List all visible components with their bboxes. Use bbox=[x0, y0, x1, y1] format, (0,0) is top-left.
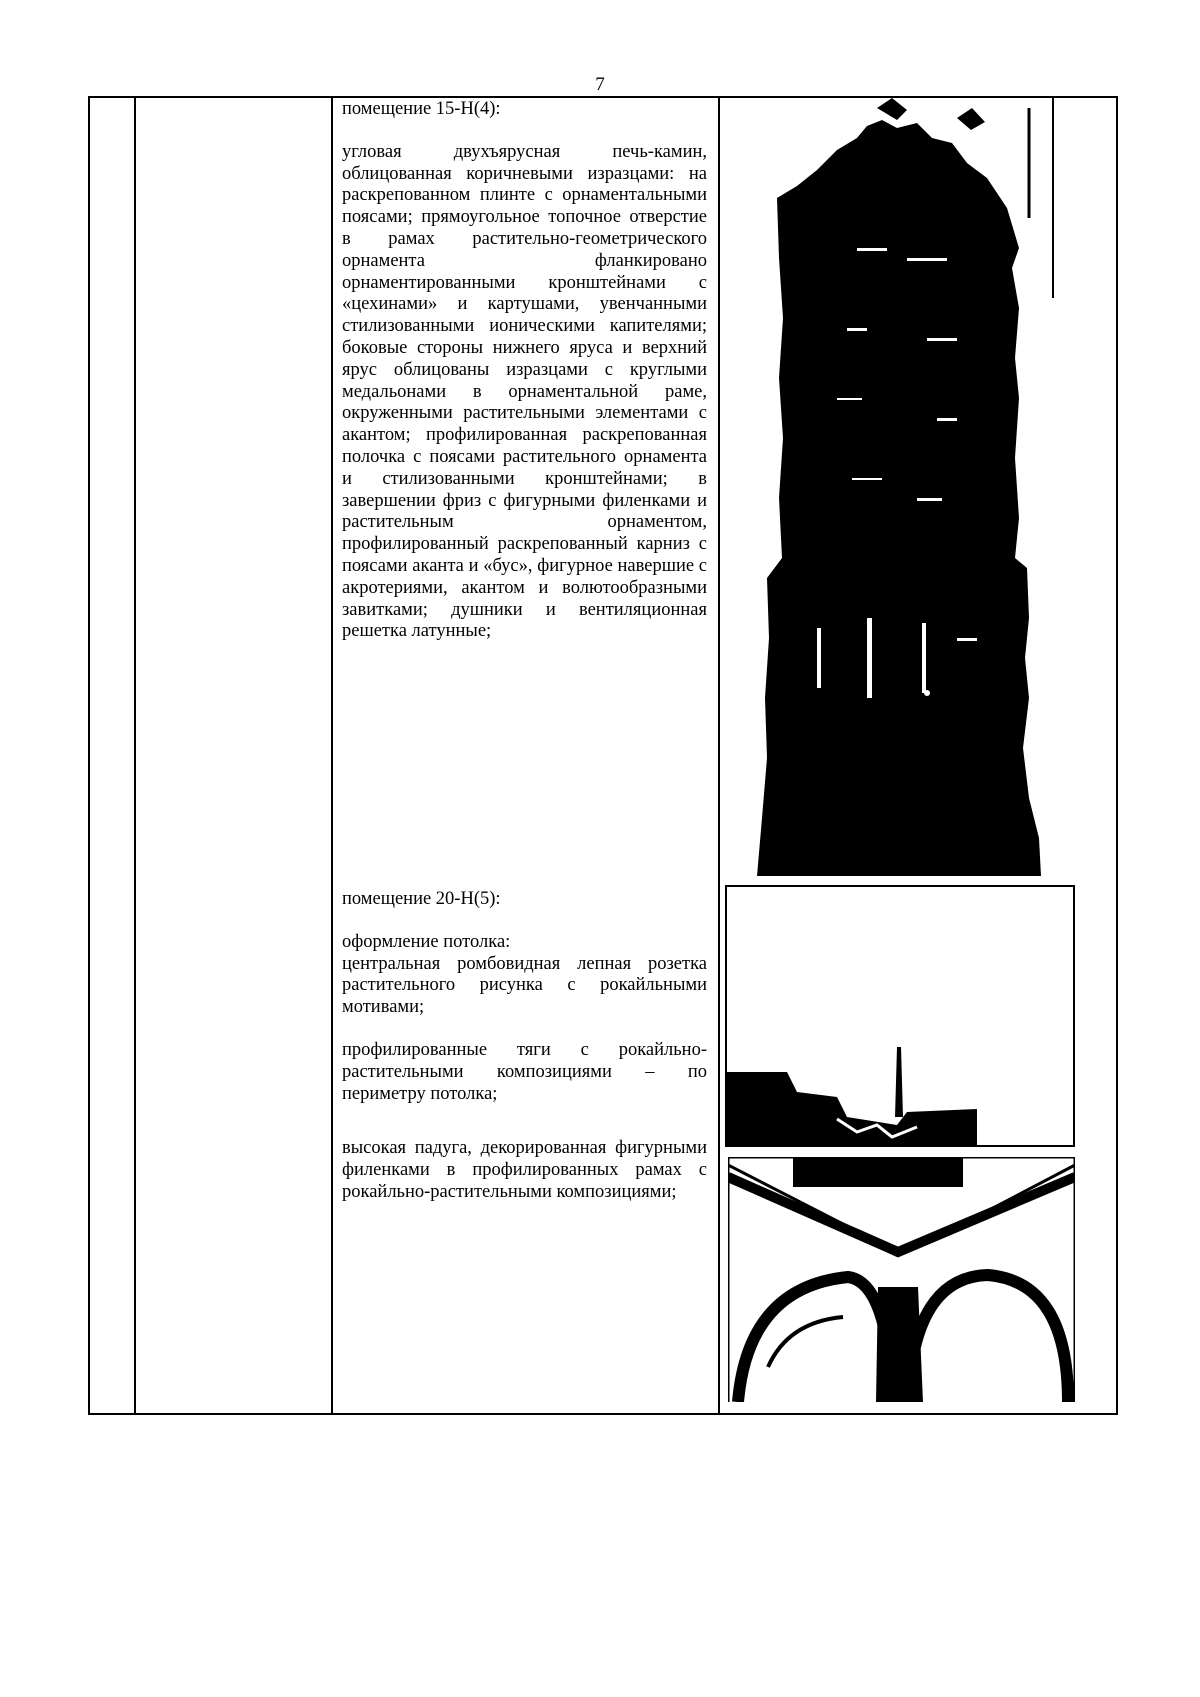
ceiling-rosette-photo bbox=[725, 885, 1075, 1147]
section-20n5 bbox=[342, 889, 707, 1204]
ceiling-item-rosette: центральная ромбовидная лепная розетка растительного рисунка с рокайльными мотивами; bbox=[342, 953, 707, 1018]
room-heading-15n4: помещение 15-Н(4): bbox=[342, 99, 501, 119]
stove-photo bbox=[757, 98, 1075, 876]
cove-image bbox=[728, 1157, 1075, 1402]
column-divider-2 bbox=[331, 98, 333, 1413]
ceiling-item-cove: высокая падуга, декорированная фигурными филенками в профилированных рамах с рокайльно-растительными композициями; bbox=[342, 1138, 707, 1202]
stove-description: угловая двухъярусная печь-камин, облицованная коричневыми изразцами: на раскрепованном плинте с орнаментальными поясами; прямоугольное топочное отверстие в рамах растительно-геометрического орнамента фланкировано орнаментированными кронштейнами с «цехинами» и картушами, увенчанными стилизованными ионическими капителями; боковые стороны нижнего яруса и верхний ярус облицованы изразцами с круглыми медальонами в орнаментальной раме, окруженными растительными элементами с акантом; профилированная раскрепованная полочка с поясами растительного орнамента и стилизованными кронштейнами; в завершении фриз с фигурными филенками и растительным орнаментом, профилированный раскрепованный карниз с поясами аканта и «бус», фигурное навершие с акротериями, акантом и волютообразными завитками; душники и вентиляционная решетка латунные; bbox=[342, 141, 707, 642]
rosette-image bbox=[727, 887, 1073, 1145]
page-number: 7 bbox=[595, 74, 605, 95]
section-15n4 bbox=[342, 99, 707, 643]
column-divider-1 bbox=[134, 98, 136, 1413]
stove-silhouette bbox=[757, 98, 1075, 876]
cove-photo bbox=[728, 1157, 1075, 1402]
column-divider-3 bbox=[718, 98, 720, 1413]
ceiling-item-moldings: профилированные тяги с рокайльно-растительными композициями – по периметру потолка; bbox=[342, 1039, 707, 1104]
room-heading-20n5: помещение 20-Н(5): bbox=[342, 889, 501, 909]
ceiling-intro: оформление потолка: bbox=[342, 931, 511, 952]
